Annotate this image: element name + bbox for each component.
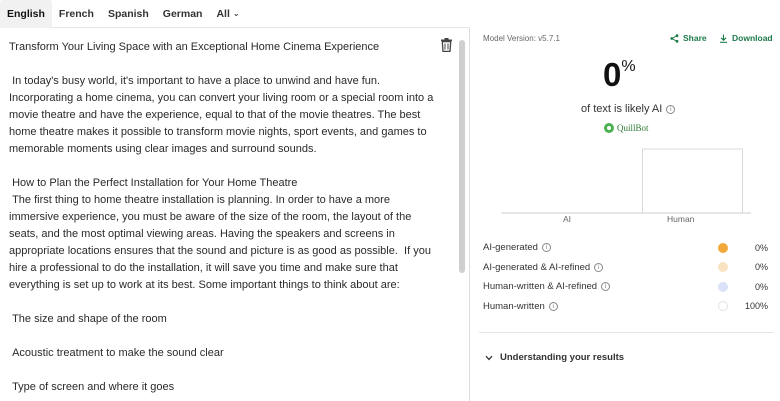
doc-heading: How to Plan the Perfect Installation for Your Home Theatre: [9, 177, 298, 189]
info-icon[interactable]: i: [542, 243, 551, 252]
quillbot-logo: [604, 123, 649, 133]
download-button[interactable]: [719, 33, 773, 43]
ai-human-chart: [501, 148, 751, 228]
breakdown-row-ai-refined: [483, 258, 768, 278]
text-editor[interactable]: [0, 28, 470, 401]
scrollbar-thumb[interactable]: [459, 40, 465, 273]
share-icon: [670, 34, 679, 43]
breakdown-value: 0%: [754, 242, 768, 253]
percent-sign: %: [621, 58, 636, 75]
tab-english[interactable]: English: [0, 0, 52, 28]
share-button[interactable]: [670, 33, 707, 43]
legend-dot: [718, 262, 728, 272]
breakdown-row-human-written: [483, 297, 768, 317]
doc-title: Transform Your Living Space with an Exceptional Home Cinema Experience: [9, 41, 380, 53]
trash-icon[interactable]: [440, 38, 453, 52]
score-breakdown: [483, 238, 768, 316]
x-tick-label-human: Human: [667, 214, 695, 224]
tab-all-label: All: [216, 7, 230, 20]
breakdown-row-ai-generated: [483, 238, 768, 258]
editor-scrollbar[interactable]: [459, 40, 465, 401]
doc-list-item: Acoustic treatment to make the sound clear: [9, 347, 224, 359]
info-icon[interactable]: i: [594, 263, 603, 272]
doc-paragraph: In today's busy world, it's important to have a place to unwind and have fun. Incorporating a home cinema, you can convert your living room or a special room into a movie theatre and have the experience, equal to that of the movie theatres. The best home theatre makes it possible to transform movie nights, sport events, and games to memorable moments using clear images and surround sounds.: [9, 75, 437, 155]
understanding-results-toggle[interactable]: [485, 352, 624, 363]
download-icon: [719, 34, 728, 43]
tab-all-dropdown[interactable]: [209, 0, 246, 28]
ai-percentage: [603, 56, 636, 94]
breakdown-label: AI-generated & AI-refined: [483, 261, 591, 273]
share-label: Share: [683, 33, 707, 43]
ai-likely-caption: [581, 103, 675, 115]
legend-dot: [718, 301, 728, 311]
divider: [479, 332, 774, 333]
doc-list-item: The size and shape of the room: [9, 313, 167, 325]
breakdown-value: 0%: [754, 262, 768, 273]
brand-name: QuillBot: [617, 123, 649, 133]
tab-german[interactable]: German: [162, 7, 203, 20]
x-tick-label-ai: AI: [563, 214, 572, 224]
tab-spanish[interactable]: Spanish: [107, 7, 149, 20]
breakdown-label: AI-generated: [483, 242, 538, 254]
legend-dot: [718, 282, 728, 292]
legend-dot: [718, 243, 728, 253]
results-panel: [471, 28, 780, 401]
document-text[interactable]: [9, 39, 437, 396]
likely-text: of text is likely AI: [581, 103, 663, 115]
info-icon[interactable]: i: [666, 105, 675, 114]
info-icon[interactable]: i: [601, 282, 610, 291]
chevron-down-icon: ⌄: [232, 9, 240, 18]
download-label: Download: [732, 33, 773, 43]
chevron-down-icon: [485, 355, 493, 361]
breakdown-value: 100%: [744, 301, 768, 312]
info-icon[interactable]: i: [549, 302, 558, 311]
breakdown-label: Human-written & AI-refined: [483, 281, 598, 293]
model-version: Model Version: v5.7.1: [483, 34, 560, 43]
chart-svg: [501, 148, 751, 214]
doc-paragraph: The first thing to home theatre installation is planning. In order to have a more immersive experience, you must be aware of the size of the room, the layout of the seats, and the most optimal viewing areas. Having the speakers and screens in appropriate locations ensures that the sound and picture is as good as possible. If you hire a professional to do the installation, it will save you time and make sure that everything is set up to work at its best. Some important things to think about are:: [9, 194, 434, 291]
breakdown-label: Human-written: [483, 300, 545, 312]
doc-list-item: Type of screen and where it goes: [9, 381, 175, 393]
breakdown-row-human-ai-refined: [483, 277, 768, 297]
quillbot-icon: [604, 123, 614, 133]
breakdown-value: 0%: [754, 281, 768, 292]
ai-percentage-value: 0: [603, 56, 622, 93]
tab-french[interactable]: French: [58, 7, 94, 20]
bar-human: [643, 149, 743, 213]
language-tabs: [0, 0, 470, 28]
understanding-label: Understanding your results: [500, 352, 625, 363]
